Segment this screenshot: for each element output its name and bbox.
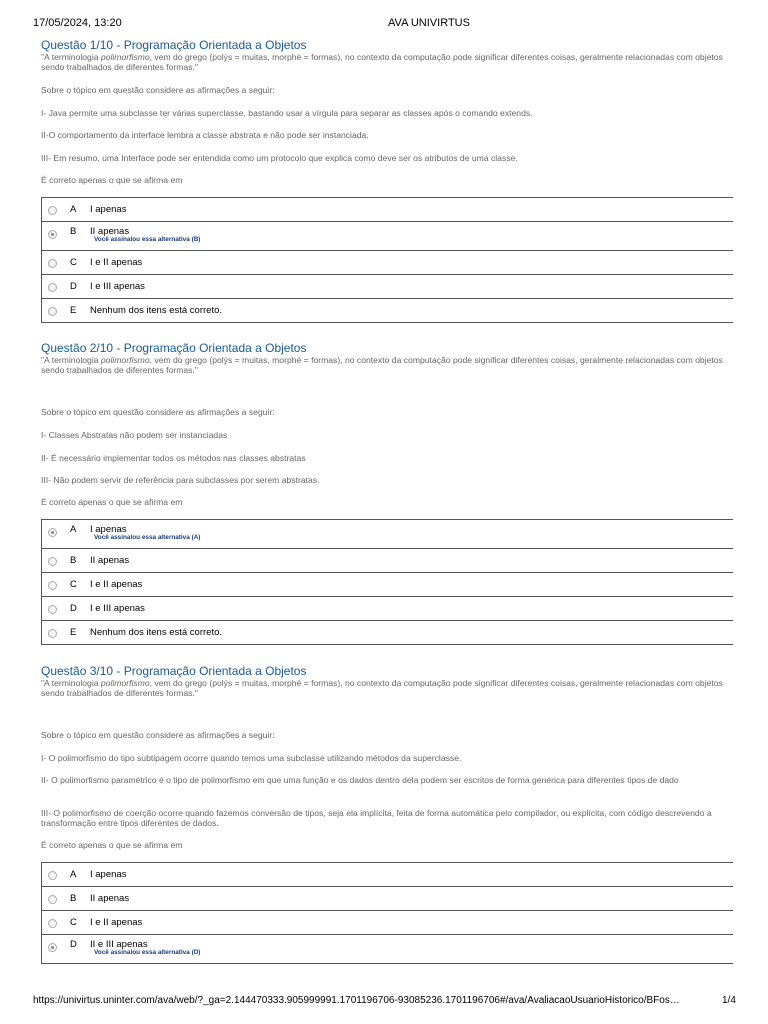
option-e[interactable]: E Nenhum dos itens está correto. (42, 621, 733, 645)
question-quote: "A terminologia polimorfismo, vem do grego (polýs = muitas, morphé = formas), no contexto da computação pode significar diferentes coisas, geralmente relacionadas com objetos sendo trabalhados de diferentes formas." (41, 52, 723, 72)
option-c[interactable]: C I e II apenas (42, 911, 733, 935)
option-a[interactable]: A I apenas Você assinalou essa alternativa (A) (42, 520, 733, 549)
question-2 (41, 341, 741, 638)
question-1 (41, 38, 741, 316)
options-list (41, 197, 733, 323)
option-c[interactable]: C I e II apenas (42, 251, 733, 275)
statement: II-O comportamento da interface lembra a classe abstrata e não pode ser instanciada. (41, 130, 369, 140)
statement: II- O polimorfismo paramétrico é o tipo de polimorfismo em que uma função e os dados dentro dela podem ser escritos de forma genérica para diferentes tipos de dado (41, 775, 679, 785)
question-quote: "A terminologia polimorfismo, vem do grego (polýs = muitas, morphé = formas), no contexto da computação pode significar diferentes coisas, geralmente relacionadas com objetos sendo trabalhados de diferentes formas." (41, 678, 723, 698)
radio-icon[interactable] (48, 206, 57, 215)
radio-selected-icon[interactable] (48, 528, 57, 537)
radio-icon[interactable] (48, 895, 57, 904)
selected-note: Você assinalou essa alternativa (B) (94, 236, 201, 243)
radio-icon[interactable] (48, 283, 57, 292)
option-b[interactable]: B II apenas Você assinalou essa alternativa (B) (42, 222, 733, 251)
options-list (41, 862, 733, 964)
radio-selected-icon[interactable] (48, 230, 57, 239)
statement: É correto apenas o que se afirma em (41, 497, 183, 507)
page-number: 1/4 (722, 995, 736, 1006)
options-list (41, 519, 733, 645)
selected-note: Você assinalou essa alternativa (A) (94, 534, 201, 541)
question-3 (41, 664, 741, 956)
option-b[interactable]: B II apenas (42, 887, 733, 911)
selected-note: Você assinalou essa alternativa (D) (94, 949, 201, 956)
question-title: Questão 3/10 - Programação Orientada a Objetos (41, 664, 307, 678)
statement: III- O polimorfismo de coerção ocorre quando fazemos conversão de tipos, seja ela implícita, feita de forma automática pelo compilador, ou explícita, com código descrevendo a transformação entre tipos diferentes de dados. (41, 808, 712, 828)
option-d[interactable]: D I e III apenas (42, 275, 733, 299)
option-d[interactable]: D II e III apenas Você assinalou essa alternativa (D) (42, 935, 733, 964)
statement: Sobre o tópico em questão considere as afirmações a seguir: (41, 407, 275, 417)
option-a[interactable]: A I apenas (42, 863, 733, 887)
radio-icon[interactable] (48, 871, 57, 880)
radio-icon[interactable] (48, 307, 57, 316)
option-e[interactable]: E Nenhum dos itens está correto. (42, 299, 733, 323)
question-title: Questão 2/10 - Programação Orientada a Objetos (41, 341, 307, 355)
print-date: 17/05/2024, 13:20 (33, 17, 122, 29)
statement: Sobre o tópico em questão considere as afirmações a seguir: (41, 85, 275, 95)
radio-icon[interactable] (48, 259, 57, 268)
radio-icon[interactable] (48, 605, 57, 614)
question-quote: "A terminologia polimorfismo, vem do grego (polýs = muitas, morphé = formas), no contexto da computação pode significar diferentes coisas, geralmente relacionadas com objetos sendo trabalhados de diferentes formas." (41, 355, 723, 375)
option-b[interactable]: B II apenas (42, 549, 733, 573)
radio-icon[interactable] (48, 629, 57, 638)
page-url: https://univirtus.uninter.com/ava/web/?_ga=2.144470333.905999991.1701196706-93085236.1701196706#/ava/AvaliacaoUsuarioHistorico/BFos… (33, 995, 680, 1006)
statement: I- Classes Abstratas não podem ser instanciadas (41, 430, 228, 440)
option-c[interactable]: C I e II apenas (42, 573, 733, 597)
radio-icon[interactable] (48, 581, 57, 590)
statement: I- O polimorfismo do tipo subtipagem ocorre quando temos uma subclasse utilizando métodos da superclasse. (41, 753, 462, 763)
option-a[interactable]: A I apenas (42, 198, 733, 222)
statement: III- Não podem servir de referência para subclasses por serem abstratas. (41, 475, 320, 485)
statement: II- É necessário implementar todos os métodos nas classes abstratas (41, 453, 306, 463)
radio-selected-icon[interactable] (48, 943, 57, 952)
statement: É correto apenas o que se afirma em (41, 840, 183, 850)
question-title: Questão 1/10 - Programação Orientada a Objetos (41, 38, 307, 52)
statement: Sobre o tópico em questão considere as afirmações a seguir: (41, 730, 275, 740)
statement: É correto apenas o que se afirma em (41, 175, 183, 185)
radio-icon[interactable] (48, 557, 57, 566)
radio-icon[interactable] (48, 919, 57, 928)
option-d[interactable]: D I e III apenas (42, 597, 733, 621)
statement: I- Java permite uma subclasse ter várias superclasse, bastando usar a vírgula para separar as classes após o comando extends. (41, 108, 533, 118)
page-title: AVA UNIVIRTUS (388, 17, 470, 29)
statement: III- Em resumo, uma Interface pode ser entendida como um protocolo que explica como deve ser os atributos de uma classe. (41, 153, 518, 163)
